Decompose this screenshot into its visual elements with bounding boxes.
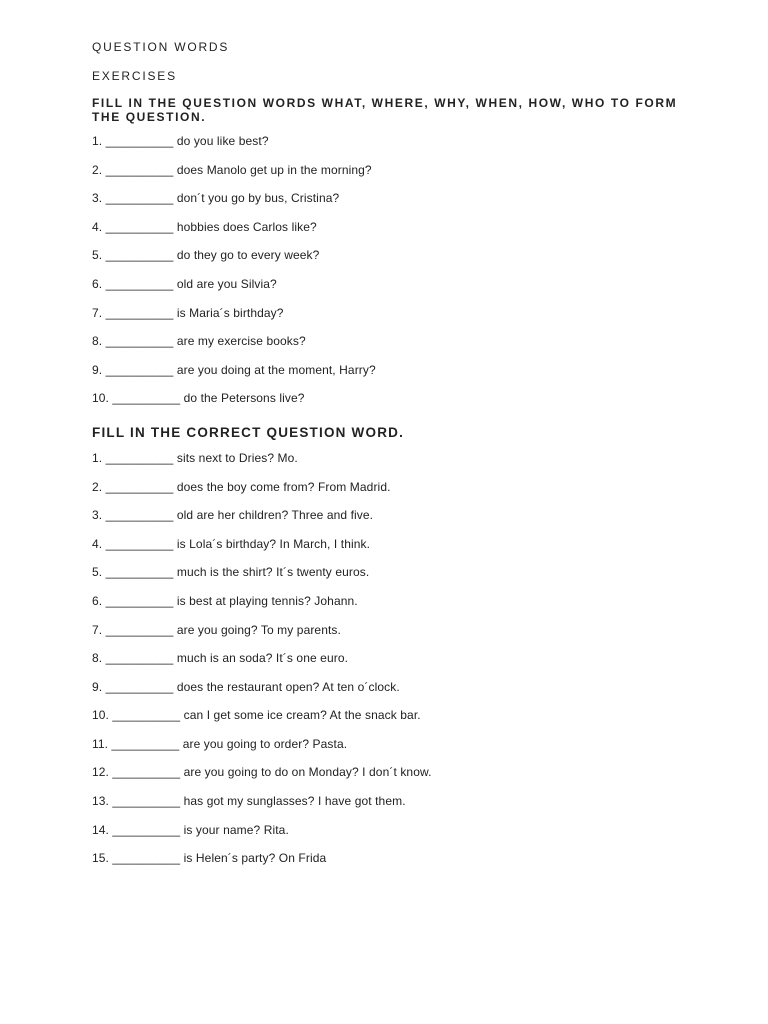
answer-blank: __________ [105, 679, 174, 694]
item-text: much is an soda? It´s one euro. [176, 651, 349, 666]
exercise-item [92, 763, 692, 792]
answer-blank: __________ [111, 736, 180, 751]
item-text: hobbies does Carlos like? [176, 219, 317, 234]
exercise-item [92, 849, 692, 878]
item-number: 9. [92, 362, 103, 377]
item-number: 4. [92, 219, 103, 234]
answer-blank: __________ [105, 305, 174, 320]
item-number: 10. [92, 708, 109, 723]
item-text: are my exercise books? [176, 334, 306, 349]
answer-blank: __________ [105, 622, 174, 637]
item-text: much is the shirt? It´s twenty euros. [176, 565, 370, 580]
item-number: 3. [92, 191, 103, 206]
worksheet-page [92, 38, 692, 878]
exercise-item [92, 275, 692, 304]
exercise-item [92, 735, 692, 764]
answer-blank: __________ [112, 708, 181, 723]
answer-blank: __________ [105, 593, 174, 608]
answer-blank: __________ [105, 191, 174, 206]
exercise-item [92, 246, 692, 275]
section-heading: FILL IN THE CORRECT QUESTION WORD. [92, 424, 405, 440]
answer-blank: __________ [105, 651, 174, 666]
answer-blank: __________ [112, 851, 181, 866]
exercise-item [92, 506, 692, 535]
item-number: 6. [92, 276, 103, 291]
exercise-item [92, 563, 692, 592]
answer-blank: __________ [105, 248, 174, 263]
item-text: does Manolo get up in the morning? [176, 162, 372, 177]
exercise-item [92, 649, 692, 678]
item-text: has got my sunglasses? I have got them. [183, 794, 406, 809]
answer-blank: __________ [105, 334, 174, 349]
item-text: are you going to order? Pasta. [182, 736, 348, 751]
answer-blank: __________ [105, 362, 174, 377]
answer-blank: __________ [112, 391, 181, 406]
answer-blank: __________ [105, 162, 174, 177]
document-title: QUESTION WORDS [92, 40, 230, 54]
item-text: don´t you go by bus, Cristina? [176, 191, 340, 206]
item-number: 8. [92, 651, 103, 666]
item-number: 15. [92, 851, 109, 866]
item-number: 7. [92, 622, 103, 637]
item-text: old are her children? Three and five. [176, 508, 374, 523]
item-number: 4. [92, 536, 103, 551]
item-number: 13. [92, 794, 109, 809]
exercise-item [92, 161, 692, 190]
exercise-item [92, 332, 692, 361]
item-text: are you going to do on Monday? I don´t know. [183, 765, 432, 780]
item-text: does the restaurant open? At ten o´clock. [176, 679, 400, 694]
exercise-item [92, 304, 692, 333]
item-text: does the boy come from? From Madrid. [176, 479, 391, 494]
exercise-item [92, 389, 692, 418]
exercise-item [92, 449, 692, 478]
item-text: is Lola´s birthday? In March, I think. [176, 536, 371, 551]
exercise-item [92, 678, 692, 707]
item-number: 5. [92, 248, 103, 263]
answer-blank: __________ [105, 134, 174, 148]
item-text: is Helen´s party? On Frida [183, 851, 327, 866]
item-number: 7. [92, 305, 103, 320]
item-text: do they go to every week? [176, 248, 320, 263]
exercise-item [92, 592, 692, 621]
item-number: 14. [92, 822, 109, 837]
exercise-item [92, 478, 692, 507]
item-text: are you doing at the moment, Harry? [176, 362, 376, 377]
answer-blank: __________ [112, 794, 181, 809]
item-text: is best at playing tennis? Johann. [176, 593, 358, 608]
answer-blank: __________ [112, 765, 181, 780]
item-number: 10. [92, 391, 109, 406]
item-number: 3. [92, 508, 103, 523]
item-text: sits next to Dries? Mo. [176, 450, 298, 465]
section-label: EXERCISES [92, 69, 177, 83]
item-text: is Maria´s birthday? [176, 305, 284, 320]
exercise-list-part2 [92, 449, 692, 878]
item-number: 5. [92, 565, 103, 580]
exercise-item [92, 706, 692, 735]
item-number: 9. [92, 679, 103, 694]
item-text: is your name? Rita. [183, 822, 289, 837]
item-text: do the Petersons live? [183, 391, 305, 406]
instruction-heading: FILL IN THE QUESTION WORDS WHAT, WHERE, WHY, WHEN, HOW, WHO TO FORM THE QUESTION. [92, 96, 678, 124]
item-number: 12. [92, 765, 109, 780]
item-text: are you going? To my parents. [176, 622, 341, 637]
exercise-item [92, 218, 692, 247]
answer-blank: __________ [105, 450, 174, 465]
exercise-item [92, 132, 692, 161]
item-text: can I get some ice cream? At the snack bar. [183, 708, 421, 723]
item-text: old are you Silvia? [176, 276, 277, 291]
item-number: 1. [92, 450, 103, 465]
exercise-list-part1 [92, 132, 692, 418]
answer-blank: __________ [112, 822, 181, 837]
exercise-item [92, 821, 692, 850]
answer-blank: __________ [105, 276, 174, 291]
answer-blank: __________ [105, 479, 174, 494]
item-number: 8. [92, 334, 103, 349]
item-number: 1. [92, 134, 103, 148]
item-text: do you like best? [176, 134, 269, 148]
exercise-item [92, 189, 692, 218]
item-number: 2. [92, 479, 103, 494]
answer-blank: __________ [105, 219, 174, 234]
item-number: 6. [92, 593, 103, 608]
item-number: 11. [92, 736, 109, 751]
exercise-item [92, 361, 692, 390]
item-number: 2. [92, 162, 103, 177]
answer-blank: __________ [105, 508, 174, 523]
exercise-item [92, 535, 692, 564]
answer-blank: __________ [105, 536, 174, 551]
exercise-item [92, 792, 692, 821]
answer-blank: __________ [105, 565, 174, 580]
exercise-item [92, 621, 692, 650]
